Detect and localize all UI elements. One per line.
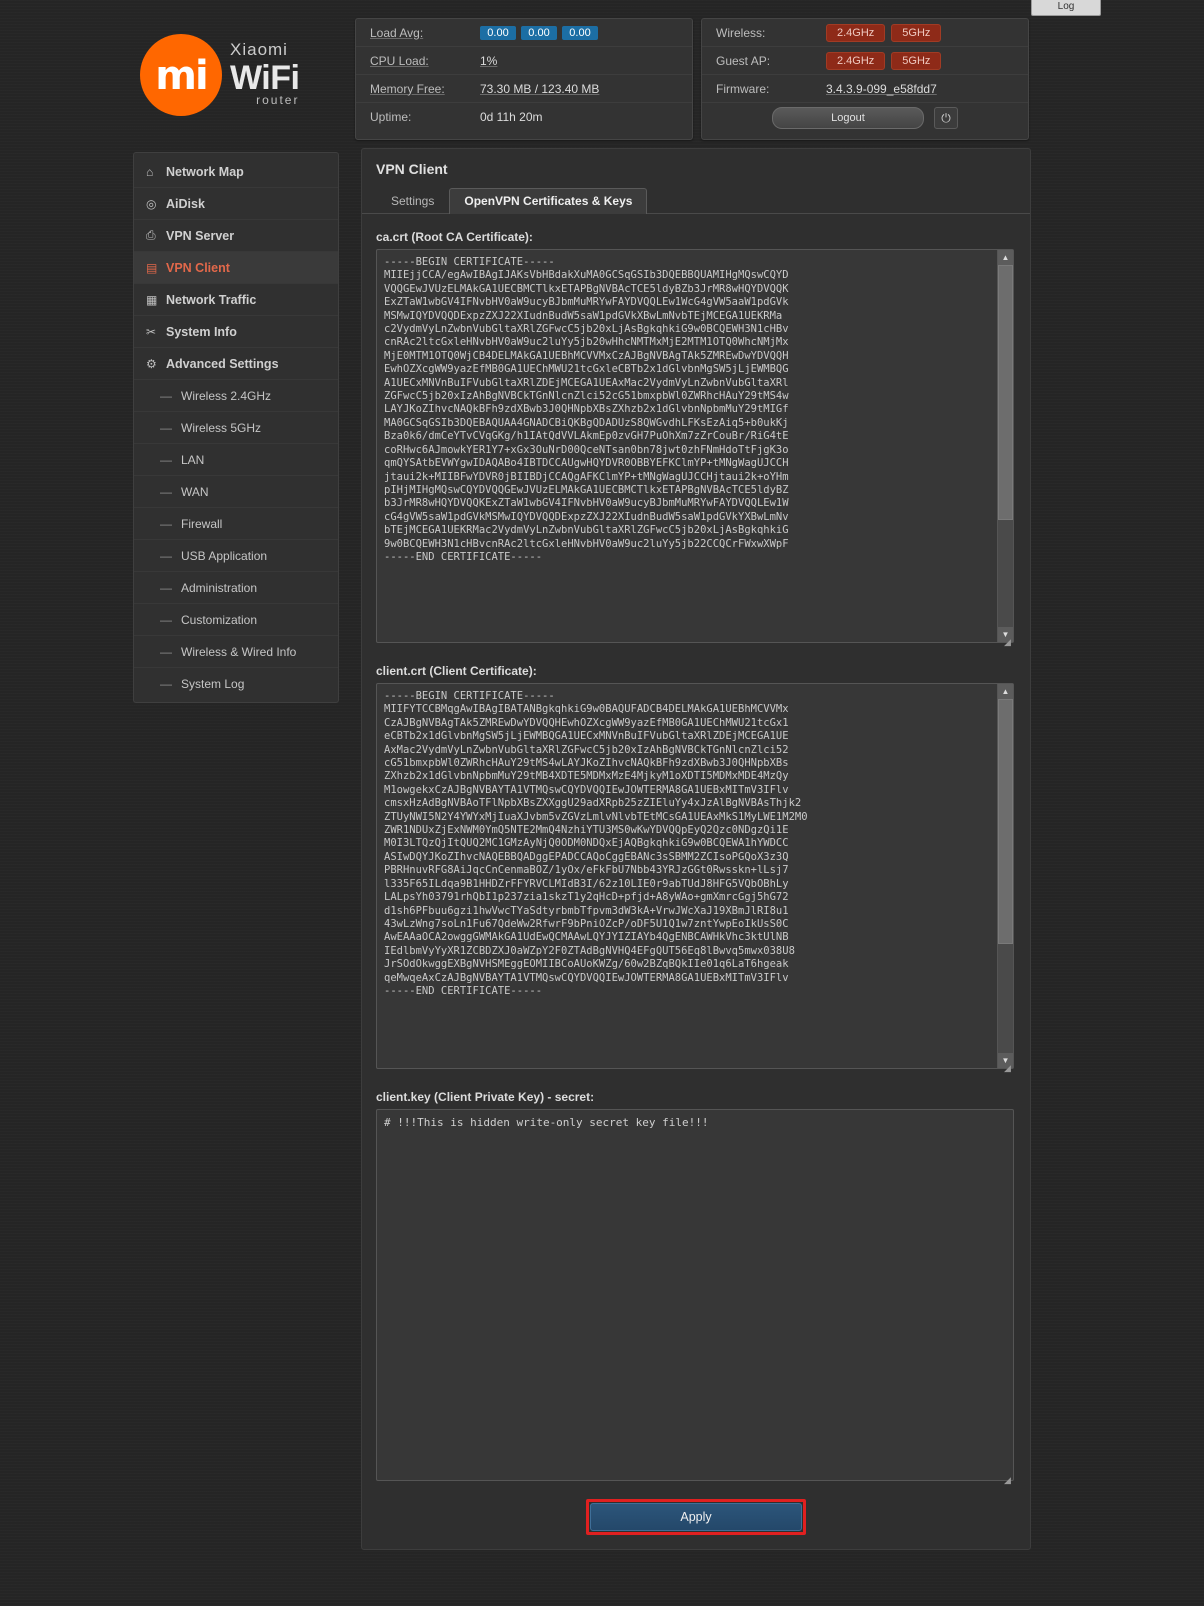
firmware-value: 3.4.3.9-099_e58fdd7 bbox=[826, 81, 937, 96]
sidebar-subitem-label: Administration bbox=[181, 580, 258, 595]
status-row-firmware bbox=[702, 75, 1028, 103]
sidebar bbox=[133, 152, 339, 703]
dash-icon: — bbox=[160, 388, 172, 403]
dash-icon: — bbox=[160, 644, 172, 659]
guest-5ghz-badge[interactable]: 5GHz bbox=[891, 52, 941, 70]
wireless-label: Wireless: bbox=[716, 25, 766, 40]
cpu-load-label: CPU Load: bbox=[370, 53, 429, 68]
resize-grip-icon[interactable]: ◢ bbox=[1004, 1063, 1011, 1073]
ca-crt-field bbox=[376, 249, 1014, 648]
dash-icon: — bbox=[160, 612, 172, 627]
home-icon: ⌂ bbox=[146, 164, 154, 179]
scrollbar-thumb[interactable] bbox=[998, 265, 1013, 520]
guest-24ghz-badge[interactable]: 2.4GHz bbox=[826, 52, 885, 70]
sidebar-subitem-label: WAN bbox=[181, 484, 209, 499]
status-row-cpu-load bbox=[356, 47, 692, 75]
brand-name: Xiaomi bbox=[230, 40, 288, 59]
guest-ap-label: Guest AP: bbox=[716, 53, 771, 68]
load-avg-15min: 0.00 bbox=[562, 26, 598, 40]
client-crt-field bbox=[376, 683, 1014, 1074]
resize-grip-icon[interactable]: ◢ bbox=[1004, 637, 1011, 647]
brand-logo bbox=[140, 30, 330, 130]
info-icon: ✂ bbox=[146, 324, 157, 339]
client-crt-textarea[interactable] bbox=[376, 683, 1014, 1069]
mi-logo-mark: mi bbox=[155, 53, 207, 99]
sidebar-item-label: VPN Client bbox=[166, 260, 230, 275]
status-row-wireless bbox=[702, 19, 1028, 47]
power-icon[interactable]: ⏻ bbox=[934, 107, 958, 129]
sidebar-subitem-label: USB Application bbox=[181, 548, 268, 563]
uptime-label: Uptime: bbox=[370, 109, 412, 124]
sidebar-item-label: Advanced Settings bbox=[166, 356, 279, 371]
client-crt-scrollbar[interactable] bbox=[997, 684, 1013, 1068]
status-row-load-avg bbox=[356, 19, 692, 47]
load-avg-1min: 0.00 bbox=[480, 26, 516, 40]
ca-crt-textarea[interactable] bbox=[376, 249, 1014, 643]
status-row-memory-free bbox=[356, 75, 692, 103]
load-avg-5min: 0.00 bbox=[521, 26, 557, 40]
gear-icon: ⚙ bbox=[146, 356, 157, 371]
client-key-textarea[interactable] bbox=[376, 1109, 1014, 1481]
sidebar-item-label: Network Traffic bbox=[166, 292, 257, 307]
apply-row bbox=[362, 1499, 1030, 1535]
sidebar-item-firewall[interactable] bbox=[134, 508, 338, 540]
sidebar-item-label: System Info bbox=[166, 324, 237, 339]
sidebar-item-system-log[interactable] bbox=[134, 668, 338, 699]
sidebar-item-vpn-server[interactable] bbox=[134, 220, 338, 252]
resize-grip-icon[interactable]: ◢ bbox=[1004, 1475, 1011, 1485]
product-name: WiFi bbox=[230, 59, 300, 97]
status-row-uptime bbox=[356, 103, 692, 130]
firmware-label: Firmware: bbox=[716, 81, 770, 96]
scroll-up-icon[interactable]: ▲ bbox=[998, 250, 1013, 265]
disk-icon: ◎ bbox=[146, 196, 157, 211]
sidebar-item-administration[interactable] bbox=[134, 572, 338, 604]
sidebar-item-usb-application[interactable] bbox=[134, 540, 338, 572]
scroll-up-icon[interactable]: ▲ bbox=[998, 684, 1013, 699]
product-sub: router bbox=[256, 93, 300, 107]
ca-crt-label: ca.crt (Root CA Certificate): bbox=[376, 230, 533, 244]
wireless-status-panel bbox=[701, 18, 1029, 140]
sidebar-item-label: AiDisk bbox=[166, 196, 205, 211]
sidebar-subitem-label: Firewall bbox=[181, 516, 223, 531]
sidebar-subitem-label: LAN bbox=[181, 452, 205, 467]
sidebar-item-aidisk[interactable] bbox=[134, 188, 338, 220]
wireless-bands bbox=[826, 24, 947, 42]
sidebar-item-label: VPN Server bbox=[166, 228, 235, 243]
sidebar-item-wan[interactable] bbox=[134, 476, 338, 508]
scroll-down-icon[interactable]: ▼ bbox=[998, 1053, 1013, 1068]
client-key-field bbox=[376, 1109, 1014, 1486]
log-tab-button[interactable]: Log bbox=[1031, 0, 1101, 16]
apply-button[interactable]: Apply bbox=[590, 1503, 802, 1531]
memory-free-value: 73.30 MB / 123.40 MB bbox=[480, 81, 600, 96]
dash-icon: — bbox=[160, 676, 172, 691]
sidebar-subitem-label: Wireless 5GHz bbox=[181, 420, 262, 435]
wireless-24ghz-badge[interactable]: 2.4GHz bbox=[826, 24, 885, 42]
tab-bar bbox=[362, 187, 1030, 214]
dash-icon: — bbox=[160, 420, 172, 435]
uptime-value: 0d 11h 20m bbox=[480, 109, 543, 124]
sidebar-item-network-map[interactable] bbox=[134, 156, 338, 188]
tab-settings[interactable]: Settings bbox=[391, 194, 435, 208]
sidebar-item-wireless-24ghz[interactable] bbox=[134, 380, 338, 412]
sidebar-item-system-info[interactable] bbox=[134, 316, 338, 348]
server-icon: ⎙ bbox=[146, 228, 156, 242]
dash-icon: — bbox=[160, 516, 172, 531]
sidebar-subitem-label: Wireless & Wired Info bbox=[181, 644, 297, 659]
guest-ap-bands bbox=[826, 52, 947, 70]
brand-text bbox=[230, 40, 299, 107]
client-icon: ▤ bbox=[146, 260, 158, 275]
sidebar-item-customization[interactable] bbox=[134, 604, 338, 636]
sidebar-item-wireless-wired-info[interactable] bbox=[134, 636, 338, 668]
scroll-down-icon[interactable]: ▼ bbox=[998, 627, 1013, 642]
sidebar-item-vpn-client[interactable] bbox=[134, 252, 338, 284]
sidebar-item-lan[interactable] bbox=[134, 444, 338, 476]
dash-icon: — bbox=[160, 580, 172, 595]
sidebar-subitem-label: System Log bbox=[181, 676, 245, 691]
logout-row bbox=[702, 103, 1028, 133]
status-row-guest-ap bbox=[702, 47, 1028, 75]
dash-icon: — bbox=[160, 452, 172, 467]
load-avg-values bbox=[480, 25, 603, 40]
logout-button[interactable]: Logout bbox=[772, 107, 924, 129]
traffic-icon: ▦ bbox=[146, 292, 158, 307]
system-status-panel bbox=[355, 18, 693, 140]
dash-icon: — bbox=[160, 548, 172, 563]
sidebar-item-label: Network Map bbox=[166, 164, 244, 179]
client-crt-label: client.crt (Client Certificate): bbox=[376, 664, 537, 678]
tab-openvpn-certificates-keys[interactable]: OpenVPN Certificates & Keys bbox=[449, 188, 647, 214]
cpu-load-value: 1% bbox=[480, 53, 498, 68]
sidebar-subitem-label: Customization bbox=[181, 612, 258, 627]
apply-highlight bbox=[586, 1499, 806, 1535]
client-key-label: client.key (Client Private Key) - secret: bbox=[376, 1090, 595, 1104]
sidebar-item-network-traffic[interactable] bbox=[134, 284, 338, 316]
sidebar-subitem-label: Wireless 2.4GHz bbox=[181, 388, 272, 403]
load-avg-label: Load Avg: bbox=[370, 25, 424, 40]
ca-crt-scrollbar[interactable] bbox=[997, 250, 1013, 642]
sidebar-item-advanced-settings[interactable] bbox=[134, 348, 338, 380]
memory-free-label: Memory Free: bbox=[370, 81, 445, 96]
scrollbar-thumb[interactable] bbox=[998, 699, 1013, 944]
page-title: VPN Client bbox=[376, 161, 448, 177]
main-content bbox=[361, 148, 1031, 1550]
wireless-5ghz-badge[interactable]: 5GHz bbox=[891, 24, 941, 42]
sidebar-item-wireless-5ghz[interactable] bbox=[134, 412, 338, 444]
dash-icon: — bbox=[160, 484, 172, 499]
